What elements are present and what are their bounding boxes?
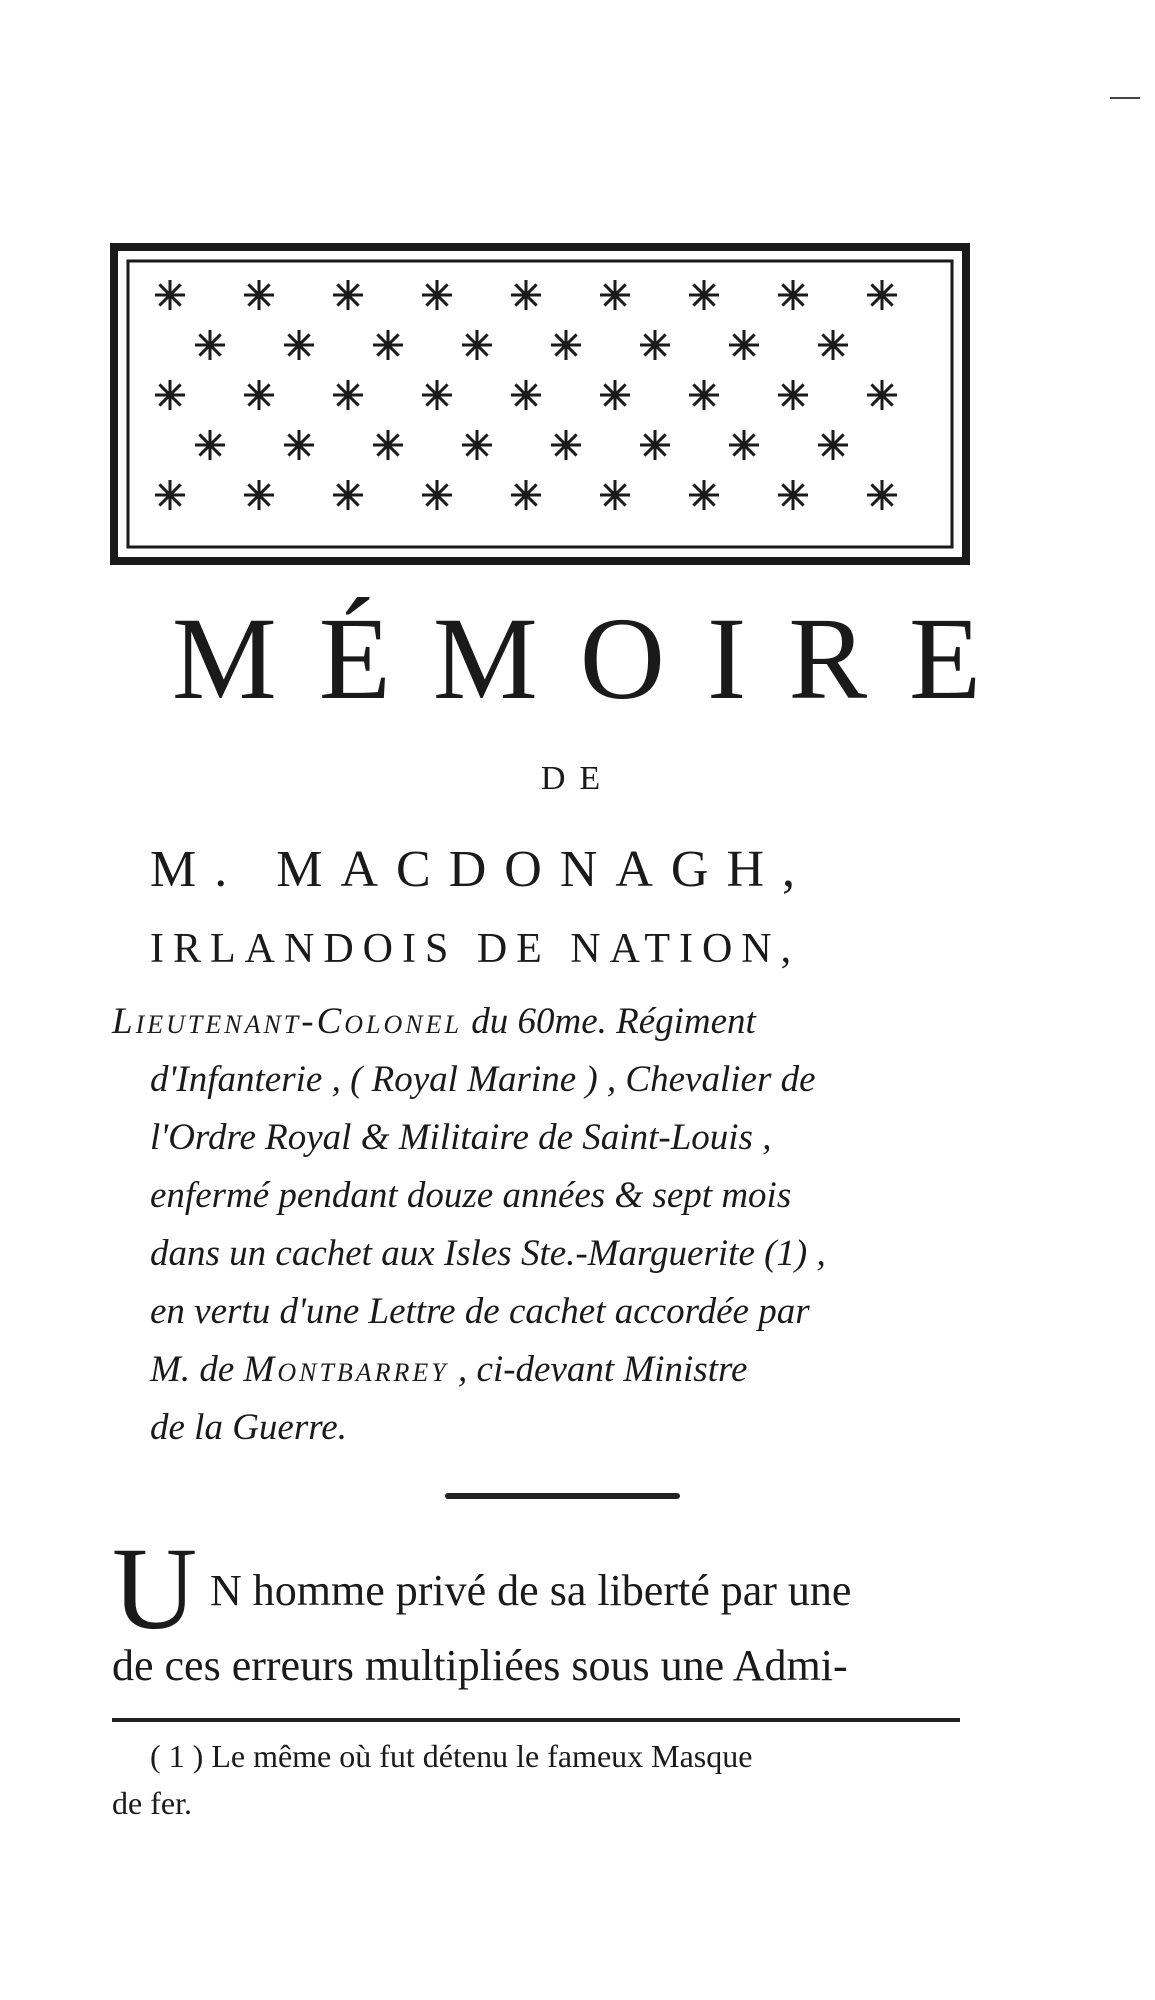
star-ornament	[195, 430, 225, 460]
star-ornament	[729, 330, 759, 360]
star-ornament	[818, 430, 848, 460]
star-ornament	[600, 280, 630, 310]
star-ornament	[867, 380, 897, 410]
star-ornament	[600, 380, 630, 410]
star-ornament	[689, 280, 719, 310]
star-ornament	[333, 380, 363, 410]
star-ornament	[244, 280, 274, 310]
drop-cap: U	[112, 1523, 198, 1654]
separator-rule	[445, 1493, 680, 1499]
footnote-line-2: de fer.	[112, 1785, 192, 1821]
star-ornament	[600, 480, 630, 510]
author-nationality: IRLANDOIS DE NATION,	[150, 926, 801, 972]
star-ornament	[689, 480, 719, 510]
margin-mark	[1110, 97, 1140, 99]
star-ornament	[640, 330, 670, 360]
star-ornament	[244, 480, 274, 510]
description-line-4: enfermé pendant douze années & sept mois	[150, 1175, 792, 1216]
star-ornament	[155, 280, 185, 310]
description-line-7	[150, 1348, 747, 1391]
star-ornament	[818, 330, 848, 360]
title-connector: DE	[540, 760, 615, 797]
description-line-1	[112, 1000, 756, 1043]
rank-text: Lieutenant-Colonel	[112, 1001, 462, 1042]
star-ornament	[689, 380, 719, 410]
description-line-2: d'Infanterie , ( Royal Marine ) , Chevalier de	[150, 1059, 816, 1100]
star-ornament	[155, 480, 185, 510]
star-ornament	[284, 330, 314, 360]
star-ornament	[462, 330, 492, 360]
star-ornament	[778, 480, 808, 510]
star-ornament	[511, 280, 541, 310]
star-ornament	[333, 480, 363, 510]
star-ornament	[422, 480, 452, 510]
page-title: MÉMOIRE	[171, 593, 1024, 724]
ornamental-header-band	[110, 243, 970, 565]
description-line-8: de la Guerre.	[150, 1407, 347, 1448]
star-ornament	[640, 430, 670, 460]
description-line-6: en vertu d'une Lettre de cachet accordée par	[150, 1291, 810, 1332]
star-ornament	[778, 280, 808, 310]
desc-7b: , ci-devant Ministre	[448, 1349, 748, 1390]
star-ornament	[867, 480, 897, 510]
body-line-1: N homme privé de sa liberté par une	[210, 1566, 852, 1615]
star-ornament	[155, 380, 185, 410]
star-ornament	[244, 380, 274, 410]
desc-7a: M. de	[150, 1349, 244, 1390]
star-ornament	[729, 430, 759, 460]
footnote-line-1: ( 1 ) Le même où fut détenu le fameux Masque	[150, 1738, 753, 1774]
star-ornament	[551, 430, 581, 460]
star-ornament	[867, 280, 897, 310]
star-ornament	[373, 430, 403, 460]
star-pattern	[155, 280, 897, 510]
star-ornament	[511, 380, 541, 410]
star-ornament	[462, 430, 492, 460]
regiment-text: du 60me. Régiment	[461, 1001, 756, 1042]
body-line-2: de ces erreurs multipliées sous une Admi-	[112, 1641, 848, 1690]
star-ornament	[195, 330, 225, 360]
star-ornament	[511, 480, 541, 510]
star-ornament	[551, 330, 581, 360]
star-ornament	[333, 280, 363, 310]
description-line-5: dans un cachet aux Isles Ste.-Marguerite (1) ,	[150, 1233, 826, 1274]
star-ornament	[284, 430, 314, 460]
star-ornament	[422, 380, 452, 410]
author-name: M. MACDONAGH,	[150, 841, 814, 898]
star-ornament	[373, 330, 403, 360]
star-ornament	[778, 380, 808, 410]
footnote-rule	[112, 1718, 960, 1722]
minister-name: Montbarrey	[243, 1349, 449, 1390]
description-line-3: l'Ordre Royal & Militaire de Saint-Louis ,	[150, 1117, 772, 1158]
star-ornament	[422, 280, 452, 310]
